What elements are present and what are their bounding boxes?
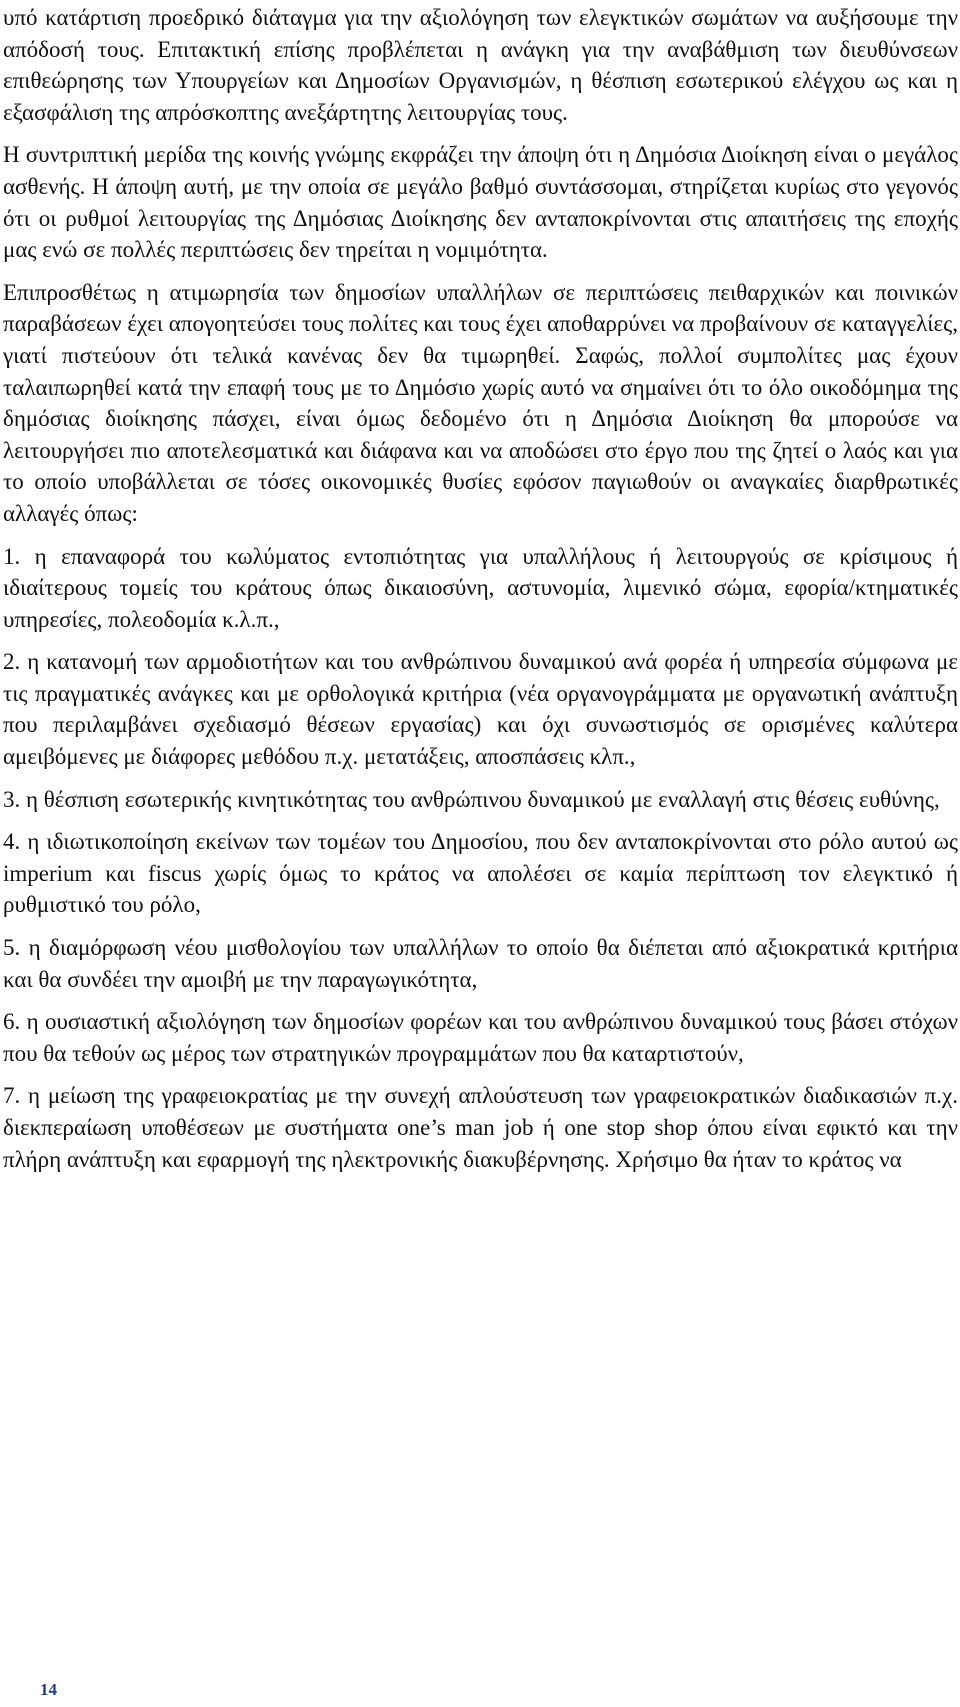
list-item-5: 5. η διαμόρφωση νέου μισθολογίου των υπαλλήλων το οποίο θα διέπεται από αξιοκρατικά κριτήρια και θα συνδέει την αμοιβή με την παραγωγικότητα, [3,935,958,992]
page-number: 14 [40,1680,57,1699]
paragraph-public-opinion: Η συντριπτική μερίδα της κοινής γνώμης εκφράζει την άποψη ότι η Δημόσια Διοίκηση είναι ο μεγάλος ασθενής. Η άποψη αυτή, με την οποία σε μεγάλο βαθμό συντάσσομαι, στηρίζεται κυρίως στο γεγονός ότι οι ρυθμοί λειτουργίας της Δημόσιας Διοίκησης δεν ανταποκρίνονται στις απαιτήσεις της εποχής μας ενώ σε πολλές περιπτώσεις δεν τηρείται η νομιμότητα. [3,142,958,263]
list-item-2: 2. η κατανομή των αρμοδιοτήτων και του ανθρώπινου δυναμικού ανά φορέα ή υπηρεσία σύμφωνα με τις πραγματικές ανάγκες και με ορθολογικά κριτήρια (νέα οργανογράμματα με οργανωτική ανάπτυξη που περιλαμβάνει σχεδιασμό θέσεων εργασίας) και όχι συνωστισμός σε ορισμένες καλύτερα αμειβόμενες με διάφορες μεθόδου π.χ. μετατάξεις, αποσπάσεις κλπ., [3,649,958,770]
list-item-1: 1. η επαναφορά του κωλύματος εντοπιότητας για υπαλλήλους ή λειτουργούς σε κρίσιμους ή ιδιαίτερους τομείς του κράτους όπως δικαιοσύνη, αστυνομία, λιμενικό σώμα, εφορία/κτηματικές υπηρεσίες, πολεοδομία κ.λ.π., [3,543,958,632]
list-item-6: 6. η ουσιαστική αξιολόγηση των δημοσίων φορέων και του ανθρώπινου δυναμικού τους βάσει στόχων που θα τεθούν ως μέρος των στρατηγικών προγραμμάτων που θα καταρτιστούν, [3,1009,958,1066]
document-body [3,2,958,1186]
paragraph-intro-continuation: υπό κατάρτιση προεδρικό διάταγμα για την αξιολόγηση των ελεγκτικών σωμάτων να αυξήσουμε την απόδοσή τους. Επιτακτική επίσης προβλέπεται η ανάγκη για την αναβάθμιση των διευθύνσεων επιθεώρησης των Υπουργείων και Δημοσίων Οργανισμών, η θέσπιση εσωτερικού ελέγχου ως και η εξασφάλιση της απρόσκοπτης ανεξάρτητης λειτουργίας τους. [3,5,958,125]
list-item-3: 3. η θέσπιση εσωτερικής κινητικότητας του ανθρώπινου δυναμικού με εναλλαγή στις θέσεις ευθύνης, [3,786,940,812]
list-item-4: 4. η ιδιωτικοποίηση εκείνων των τομέων του Δημοσίου, που δεν ανταποκρίνονται στο ρόλο αυτού ως imperium και fiscus χωρίς όμως το κράτος να απολέσει σε καμία περίπτωση τον ελεγκτικό ή ρυθμιστικό του ρόλο, [3,829,958,918]
list-item-7: 7. η μείωση της γραφειοκρατίας με την συνεχή απλούστευση των γραφειοκρατικών διαδικασιών π.χ. διεκπεραίωση υποθέσεων με συστήματα one’s man job ή one stop shop όπου είναι εφικτό και την πλήρη ανάπτυξη και εφαρμογή της ηλεκτρονικής διακυβέρνησης. Χρήσιμο θα ήταν το κράτος να [3,1083,958,1172]
paragraph-impunity: Επιπροσθέτως η ατιμωρησία των δημοσίων υπαλλήλων σε περιπτώσεις πειθαρχικών και ποινικών παραβάσεων έχει απογοητεύσει τους πολίτες και τους έχει αποθαρρύνει να προβαίνουν σε καταγγελίες, γιατί πιστεύουν ότι τελικά κανένας δεν θα τιμωρηθεί. Σαφώς, πολλοί συμπολίτες μας έχουν ταλαιπωρηθεί κατά την επαφή τους με το Δημόσιο χωρίς αυτό να σημαίνει ότι το όλο οικοδόμημα της δημόσιας διοίκησης πάσχει, είναι όμως δεδομένο ότι η Δημόσια Διοίκηση θα μπορούσε να λειτουργήσει πιο αποτελεσματικά και διάφανα και να αποδώσει στο έργο που της ζητεί ο λαός και για το οποίο υποβάλλεται σε τόσες οικονομικές θυσίες εφόσον παγιωθούν οι αναγκαίες διαρθρωτικές αλλαγές όπως: [3,279,958,526]
